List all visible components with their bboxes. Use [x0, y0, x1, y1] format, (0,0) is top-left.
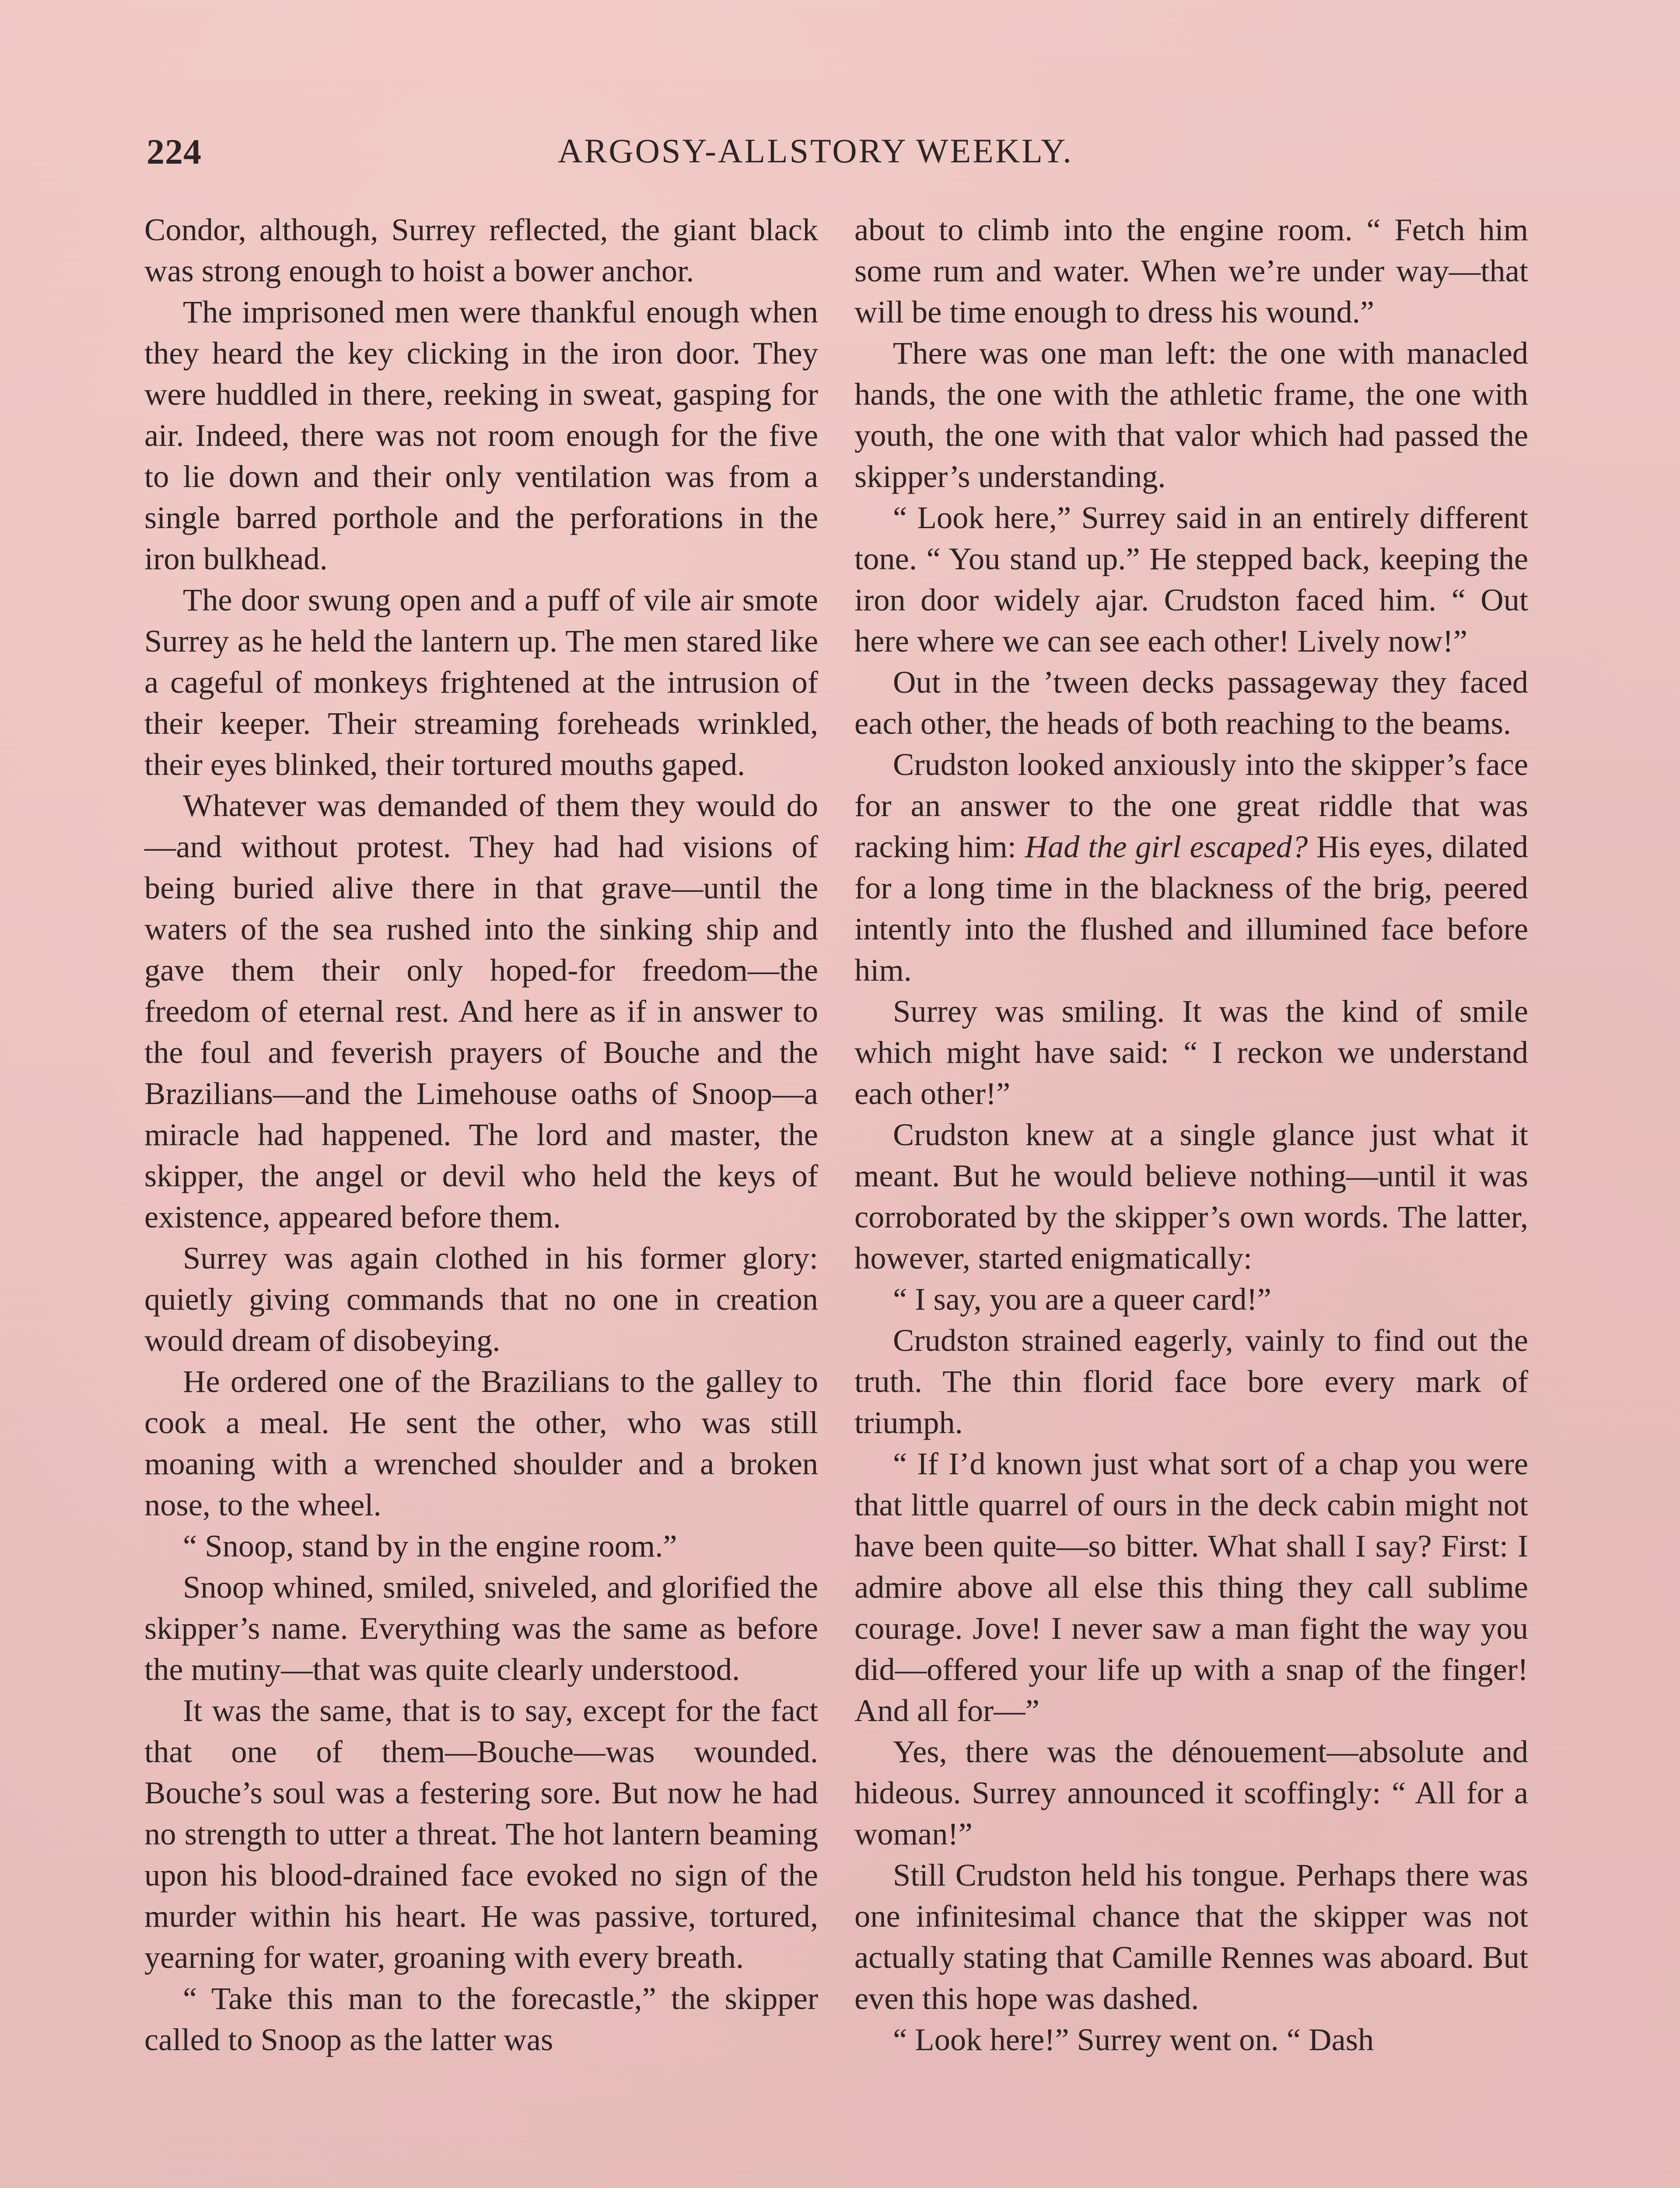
paragraph: “ Take this man to the forecastle,” the skipper called to Snoop as the latter was [144, 1981, 818, 2057]
paragraph-text: Crudston looked anxiously into the skipper’s face for an answer to the one great riddle that was racking him: [854, 747, 1528, 864]
paragraph [854, 744, 1528, 991]
paragraph: The imprisoned men were thankful enough when they heard the key clicking in the iron door. They were huddled in there, reeking in sweat, gasping for air. Indeed, there was not room enough for the five to lie down and their only ventilation was from a single barred porthole and the perforations in the iron bulkhead. [144, 294, 818, 576]
paragraph: There was one man left: the one with manacled hands, the one with the athletic frame, the one with youth, the one with that valor which had passed the skipper’s understanding. [854, 335, 1528, 494]
page-header [147, 131, 1529, 184]
paragraph: He ordered one of the Brazilians to the galley to cook a meal. He sent the other, who was still moaning with a wrenched shoulder and a broken nose, to the wheel. [144, 1364, 818, 1522]
paragraph: Crudston strained eagerly, vainly to find out the truth. The thin florid face bore every mark of triumph. [854, 1322, 1528, 1440]
right-column [854, 209, 1528, 2060]
paragraph: It was the same, that is to say, except for the fact that one of them—Bouche—was wounded. Bouche’s soul was a festering sore. But now he had no strength to utter a threat. The hot lantern beaming upon his blood-drained face evoked no sign of the murder within his heart. He was passive, tortured, yearning for water, groaning with every breath. [144, 1693, 818, 1975]
paragraph: Snoop whined, smiled, sniveled, and glorified the skipper’s name. Everything was the same as before the mutiny—that was quite clearly understood. [144, 1569, 818, 1687]
left-column [144, 209, 818, 2060]
paragraph: Surrey was again clothed in his former glory: quietly giving commands that no one in creation would dream of disobeying. [144, 1240, 818, 1358]
paragraph: “ Snoop, stand by in the engine room.” [183, 1528, 677, 1564]
page-number: 224 [147, 132, 202, 172]
paragraph-text: His eyes, dilated for a long time in the blackness of the brig, peered intently into the flushed and illumined face before him. [854, 829, 1529, 988]
paragraph: The door swung open and a puff of vile air smote Surrey as he held the lantern up. The men stared like a cageful of monkeys frightened at the intrusion of their keeper. Their streaming foreheads wrinkled, their eyes blinked, their tortured mouths gaped. [144, 582, 818, 782]
paragraph: Yes, there was the dénouement—absolute and hideous. Surrey announced it scoffingly: “ All for a woman!” [854, 1734, 1528, 1851]
paragraph: Condor, although, Surrey reflected, the giant black was strong enough to hoist a bower anchor. [144, 212, 818, 288]
paragraph: Surrey was smiling. It was the kind of smile which might have said: “ I reckon we understand each other!” [854, 993, 1528, 1111]
italic-phrase: Had the girl escaped? [1025, 829, 1308, 864]
paragraph: about to climb into the engine room. “ Fetch him some rum and water. When we’re under way—that will be time enough to dress his wound.” [854, 212, 1528, 330]
paragraph: Out in the ’tween decks passageway they faced each other, the heads of both reaching to the beams. [854, 664, 1528, 741]
paragraph: Still Crudston held his tongue. Perhaps there was one infinitesimal chance that the skipper was not actually stating that Camille Rennes was aboard. But even this hope was dashed. [854, 1857, 1528, 2016]
paragraph: Crudston knew at a single glance just what it meant. But he would believe nothing—until it was corroborated by the skipper’s own words. The latter, however, started enigmatically: [854, 1117, 1528, 1276]
paragraph: “ If I’d known just what sort of a chap you were that little quarrel of ours in the deck cabin might not have been quite—so bitter. What shall I say? First: I admire above all else this thing they call sublime courage. Jove! I never saw a man fight the way you did—offered your life up with a snap of the finger! And all for—” [854, 1446, 1528, 1728]
paragraph: Whatever was demanded of them they would do—and without protest. They had had visions of being buried alive there in that grave—until the waters of the sea rushed into the sinking ship and gave them their only hoped-for freedom—the freedom of eternal rest. And here as if in answer to the foul and feverish prayers of Bouche and the Brazilians—and the Limehouse oaths of Snoop—a miracle had happened. The lord and master, the skipper, the angel or devil who held the keys of existence, appeared before them. [144, 788, 818, 1234]
running-title: ARGOSY-ALLSTORY WEEKLY. [558, 132, 1073, 170]
paragraph: “ Look here!” Surrey went on. “ Dash [893, 2022, 1374, 2057]
paragraph: “ I say, you are a queer card!” [893, 1281, 1271, 1317]
paragraph: “ Look here,” Surrey said in an entirely different tone. “ You stand up.” He stepped back, keeping the iron door widely ajar. Crudston faced him. “ Out here where we can see each other! Lively now!” [854, 500, 1528, 659]
